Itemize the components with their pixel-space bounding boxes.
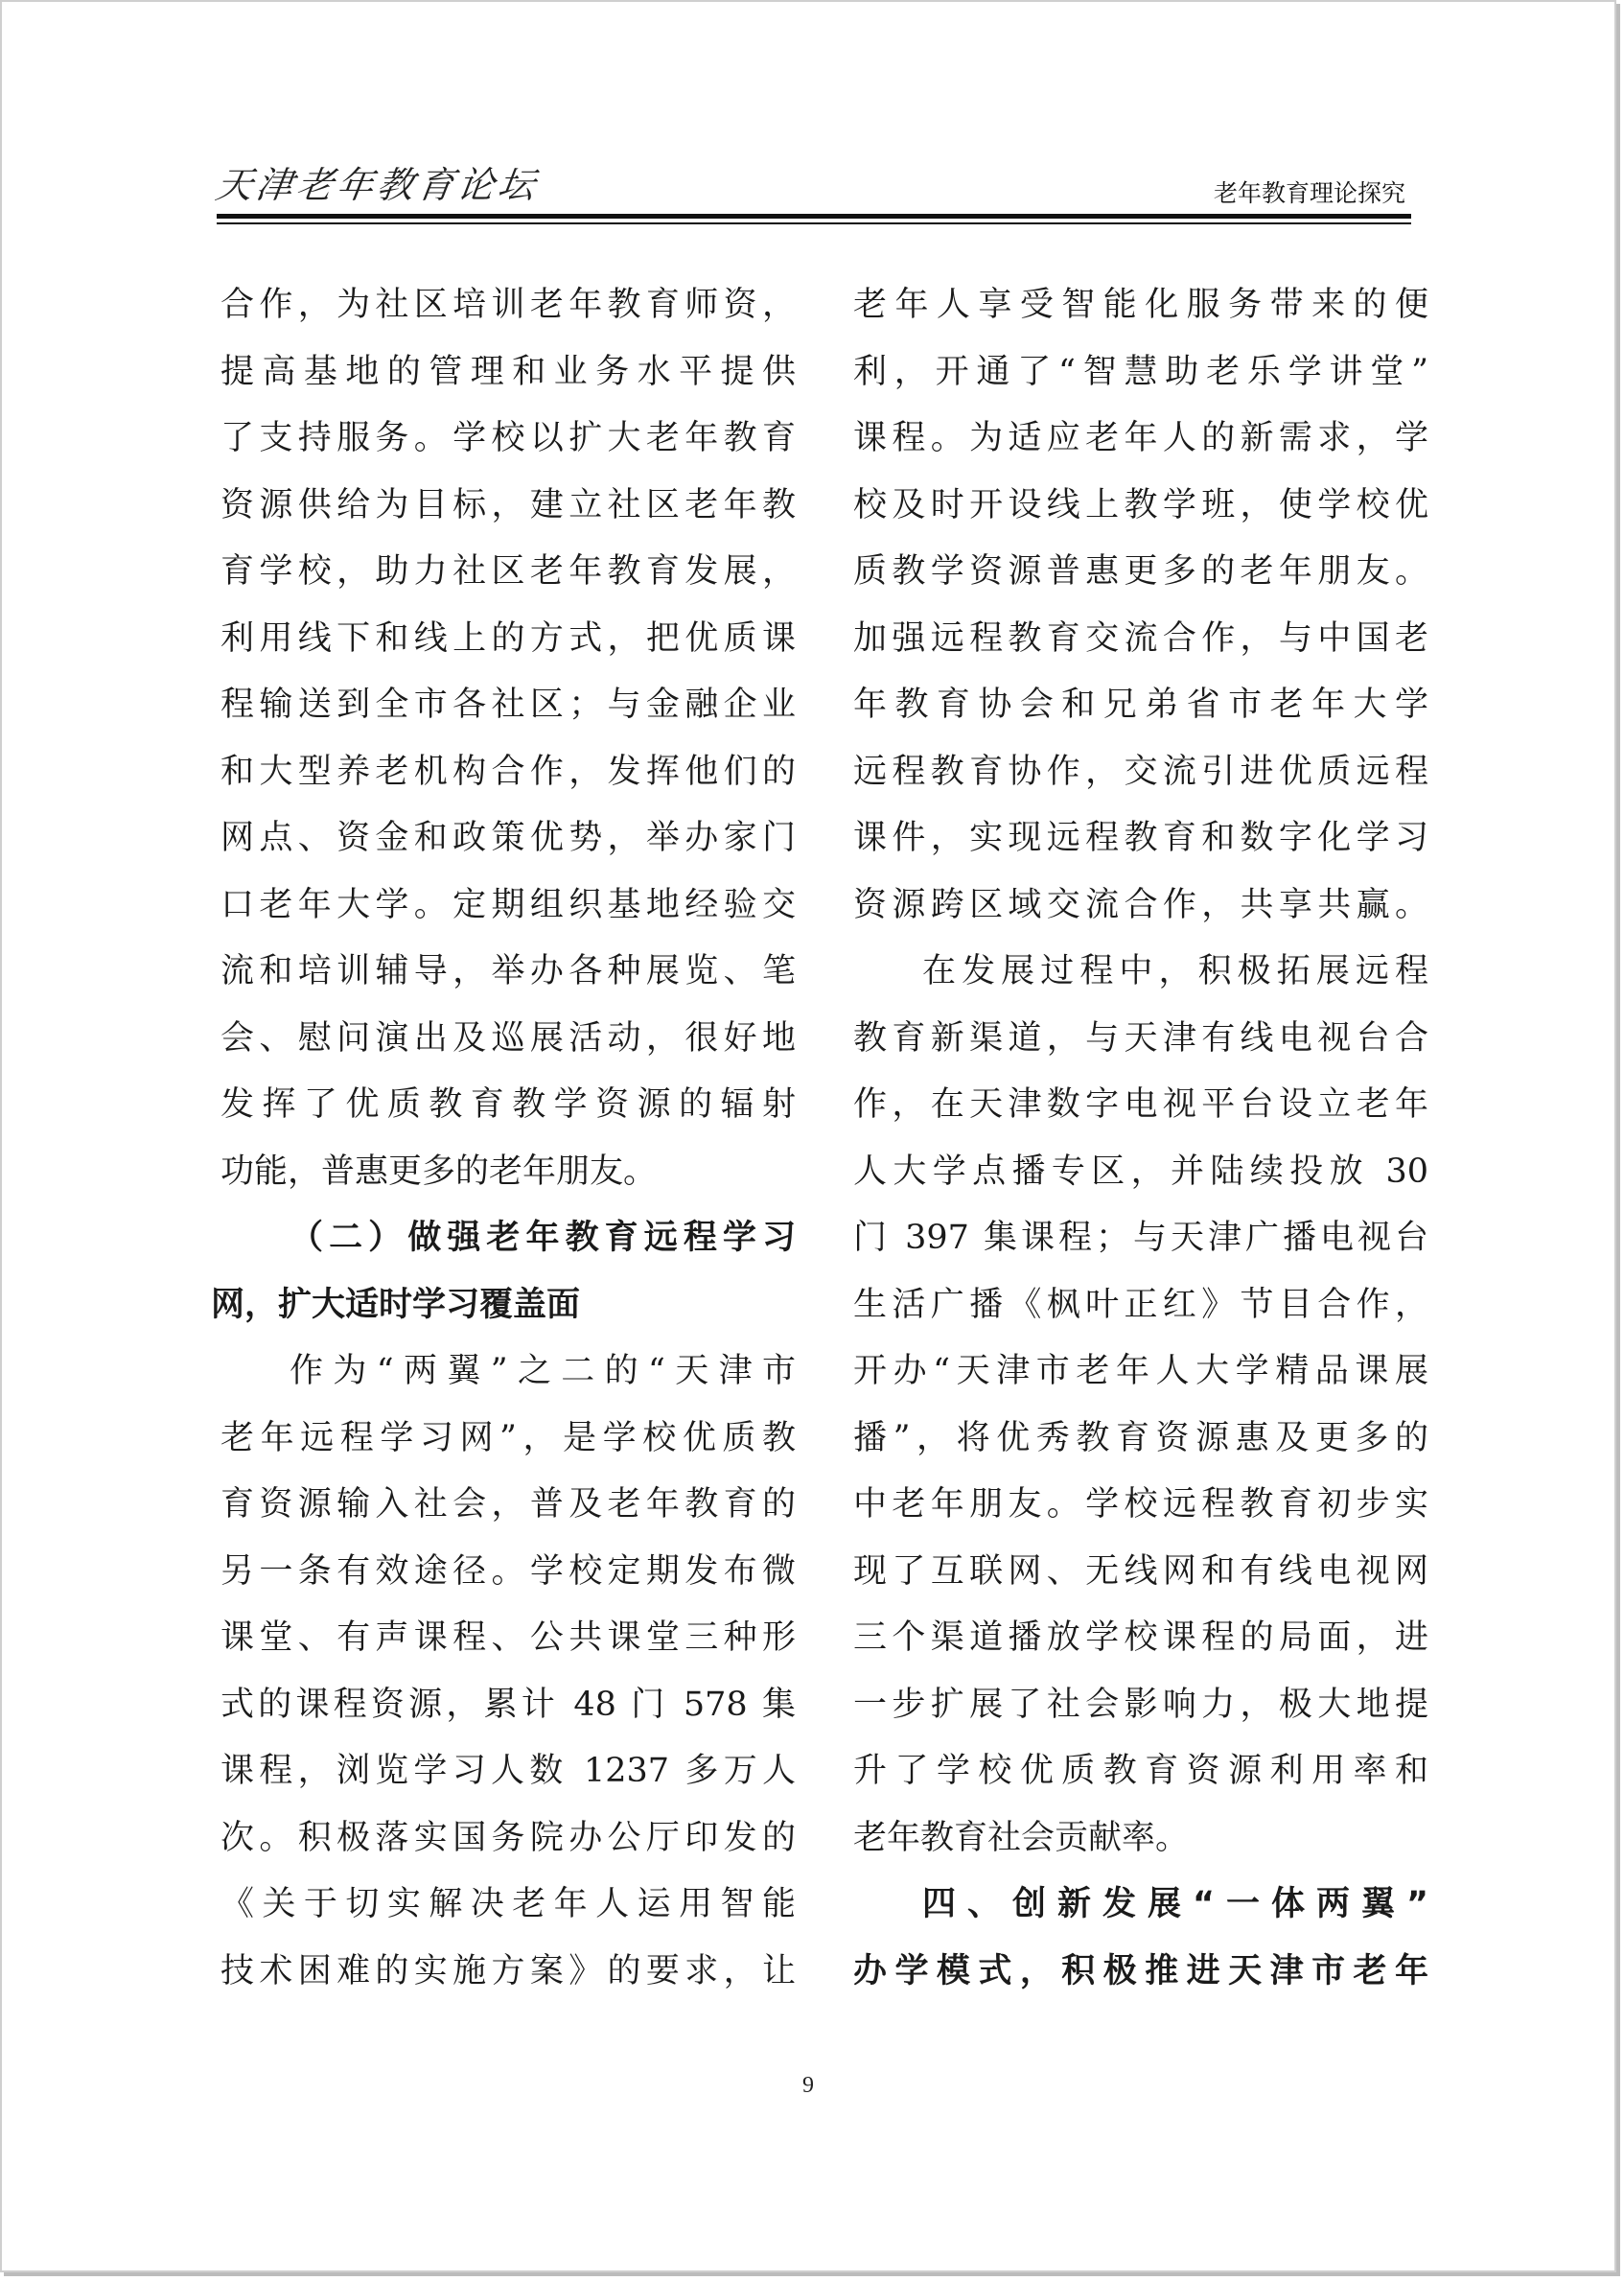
section-heading-line: 四、创新发展“一体两翼” <box>922 1885 1428 1923</box>
text-line: 《关于切实解决老年人运用智能 <box>220 1885 796 1923</box>
text-line: 人大学点播专区，并陆续投放 30 <box>853 1152 1428 1191</box>
text-line: 资源跨区域交流合作，共享共赢。 <box>853 885 1428 924</box>
text-line: 利用线下和线上的方式，把优质课 <box>220 618 796 658</box>
text-line: 课件，实现远程教育和数字化学习 <box>853 819 1428 857</box>
text-line: 一步扩展了社会影响力，极大地提 <box>853 1685 1428 1724</box>
text-line: 网点、资金和政策优势，举办家门 <box>220 819 796 857</box>
text-line: 升了学校优质教育资源利用率和 <box>853 1752 1428 1790</box>
text-line: 现了互联网、无线网和有线电视网 <box>853 1551 1428 1591</box>
text-line: 提高基地的管理和业务水平提供 <box>220 352 796 391</box>
text-line: 次。积极落实国务院办公厅印发的 <box>220 1818 796 1857</box>
text-line: 了支持服务。学校以扩大老年教育 <box>220 419 796 457</box>
text-line: 校及时开设线上教学班，使学校优 <box>853 485 1428 524</box>
page-number: 9 <box>802 2073 814 2098</box>
text-line: 年教育协会和兄弟省市老年大学 <box>853 686 1428 724</box>
text-line: 会、慰问演出及巡展活动，很好地 <box>220 1018 796 1058</box>
text-line: 和大型养老机构合作，发挥他们的 <box>220 752 796 791</box>
section-title: 老年教育理论探究 <box>1213 179 1405 207</box>
text-line: 技术困难的实施方案》的要求，让 <box>220 1951 796 1990</box>
left-column <box>211 272 796 2005</box>
text-line: 合作，为社区培训老年教育师资， <box>220 286 796 324</box>
text-line: 播”，将优秀教育资源惠及更多的 <box>853 1418 1428 1457</box>
text-line: 门 397 集课程；与天津广播电视台 <box>853 1219 1428 1257</box>
text-line: 发挥了优质教育教学资源的辐射 <box>220 1085 796 1124</box>
text-line: 育资源输入社会，普及老年教育的 <box>220 1485 796 1524</box>
text-line: 课程。为适应老年人的新需求，学 <box>853 419 1428 457</box>
text-line: 质教学资源普惠更多的老年朋友。 <box>853 552 1428 591</box>
text-line: 老年教育社会贡献率。 <box>853 1818 1190 1857</box>
text-line: 教育新渠道，与天津有线电视台合 <box>853 1018 1428 1058</box>
right-column <box>853 272 1428 2005</box>
section-heading-line: 办学模式，积极推进天津市老年 <box>853 1951 1428 1990</box>
text-line: 课堂、有声课程、公共课堂三种形 <box>220 1618 796 1657</box>
text-line: 课程，浏览学习人数 1237 多万人 <box>220 1752 796 1790</box>
subheading-line: 网，扩大适时学习覆盖面 <box>211 1285 581 1324</box>
text-line: 式的课程资源，累计 48 门 578 集 <box>220 1685 796 1724</box>
header-rule-thick <box>217 214 1411 219</box>
text-line: 三个渠道播放学校课程的局面，进 <box>853 1618 1428 1657</box>
text-line: 老年人享受智能化服务带来的便 <box>853 286 1428 324</box>
text-line: 作为“两翼”之二的“天津市 <box>290 1352 796 1390</box>
text-line: 功能，普惠更多的老年朋友。 <box>220 1152 658 1191</box>
text-line: 远程教育协作，交流引进优质远程 <box>853 752 1428 791</box>
text-line: 老年远程学习网”，是学校优质教 <box>220 1418 796 1457</box>
header-rule-thin <box>217 222 1411 224</box>
text-line: 程输送到全市各社区；与金融企业 <box>220 686 796 724</box>
text-line: 中老年朋友。学校远程教育初步实 <box>853 1485 1428 1524</box>
text-line: 口老年大学。定期组织基地经验交 <box>220 885 796 924</box>
text-line: 在发展过程中，积极拓展远程 <box>922 952 1428 990</box>
text-line: 流和培训辅导，举办各种展览、笔 <box>220 952 796 990</box>
text-line: 资源供给为目标，建立社区老年教 <box>220 485 796 524</box>
text-line: 另一条有效途径。学校定期发布微 <box>220 1551 796 1591</box>
text-line: 作，在天津数字电视平台设立老年 <box>853 1085 1428 1124</box>
journal-logo: 天津老年教育论坛 <box>213 164 542 206</box>
text-line: 利，开通了“智慧助老乐学讲堂” <box>853 352 1428 391</box>
text-line: 育学校，助力社区老年教育发展， <box>220 552 796 591</box>
subheading-line: （二）做强老年教育远程学习 <box>290 1219 796 1257</box>
text-line: 开办“天津市老年人大学精品课展 <box>853 1352 1428 1390</box>
text-line: 加强远程教育交流合作，与中国老 <box>853 618 1428 658</box>
text-line: 生活广播《枫叶正红》节目合作， <box>853 1285 1428 1324</box>
